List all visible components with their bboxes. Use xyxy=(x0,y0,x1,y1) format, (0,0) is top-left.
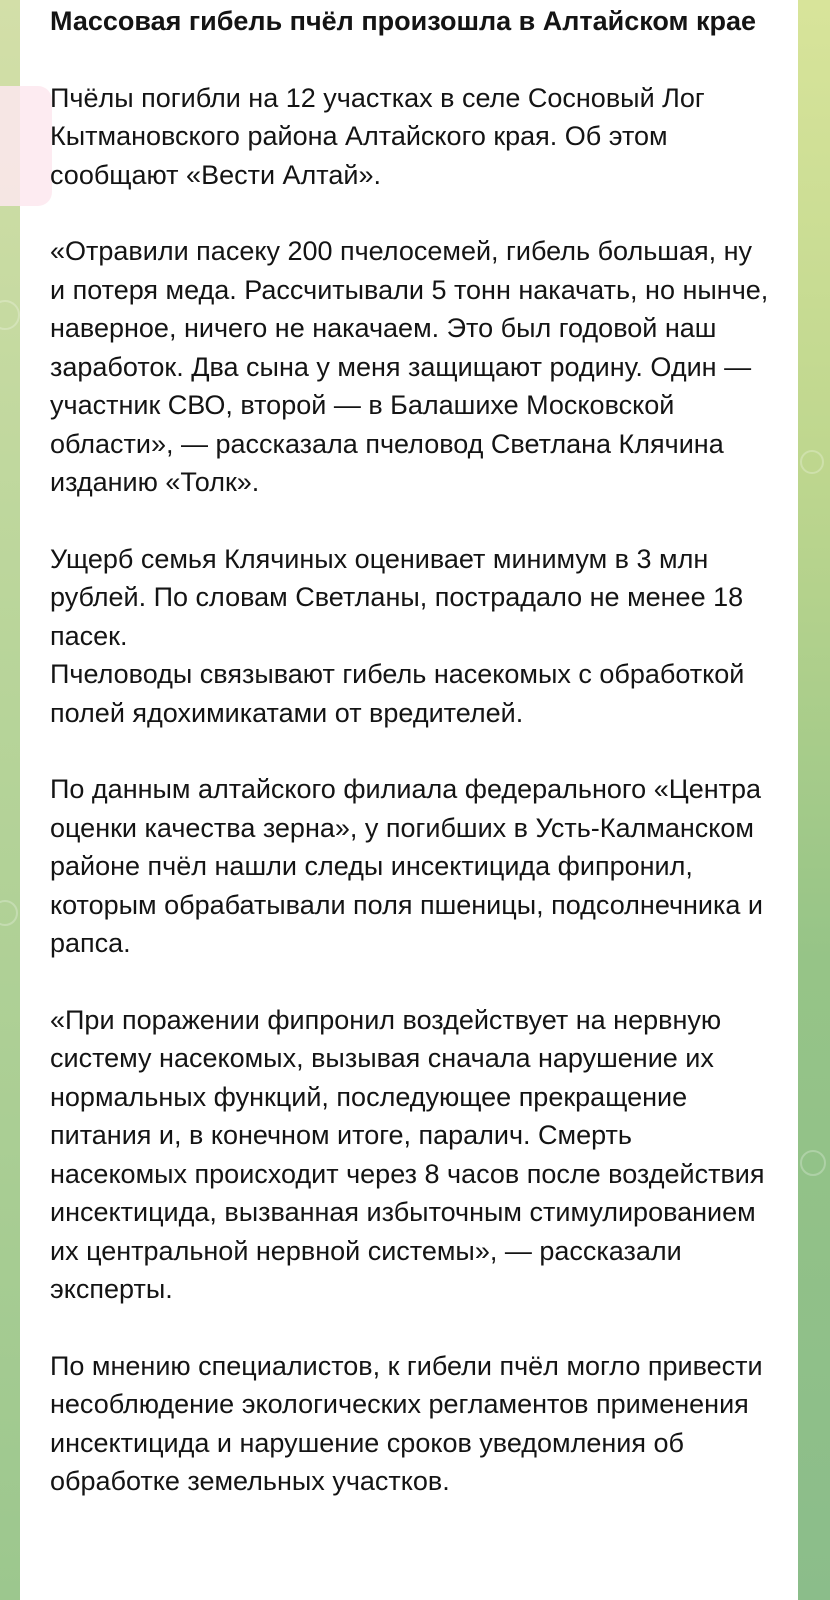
post-paragraph: По данным алтайского филиала федерального «Центра оценки качества зерна», у погибших в Усть-Калманском районе пчёл нашли следы инсектицида фипронил, которым обрабатывали поля пшеницы, подсолнечника и рапса. xyxy=(50,774,764,958)
message-text xyxy=(50,2,770,1539)
post-paragraph: Пчёлы погибли на 12 участках в селе Сосновый Лог Кытмановского района Алтайского края. Об этом сообщают «Вести Алтай». xyxy=(50,82,705,190)
post-paragraph: «Отравили пасеку 200 пчелосемей, гибель большая, ну и потеря меда. Рассчитывали 5 тонн накачать, но нынче, наверное, ничего не накачаем. Это был годовой наш заработок. Два сына у меня защищают родину. Один — участник СВО, второй — в Балашихе Московской области», — рассказала пчеловод Светлана Клячина изданию «Толк». xyxy=(50,236,769,497)
reaction-tab[interactable] xyxy=(0,86,52,206)
chat-wallpaper-right xyxy=(798,0,830,1600)
post-paragraph: Пчеловоды связывают гибель насекомых с обработкой полей ядохимикатами от вредителей. xyxy=(50,659,745,728)
wallpaper-doodle xyxy=(800,450,824,474)
post-headline: Массовая гибель пчёл произошла в Алтайском крае xyxy=(50,6,757,36)
post-paragraph: Ущерб семья Клячиных оценивает минимум в 3 млн рублей. По словам Светланы, пострадало не менее 18 пасек. xyxy=(50,543,744,651)
wallpaper-doodle xyxy=(800,1150,826,1176)
post-paragraph: По мнению специалистов, к гибели пчёл могло привести несоблюдение экологических регламентов применения инсектицида и нарушение сроков уведомления об обработке земельных участков. xyxy=(50,1350,763,1496)
chat-wallpaper-left xyxy=(0,0,20,1600)
post-paragraph: «При поражении фипронил воздействует на нервную систему насекомых, вызывая сначала нарушение их нормальных функций, последующее прекращение питания и, в конечном итоге, паралич. Смерть насекомых происходит через 8 часов после воздействия инсектицида, вызванная избыточным стимулированием их центральной нервной системы», — рассказали эксперты. xyxy=(50,1004,765,1304)
